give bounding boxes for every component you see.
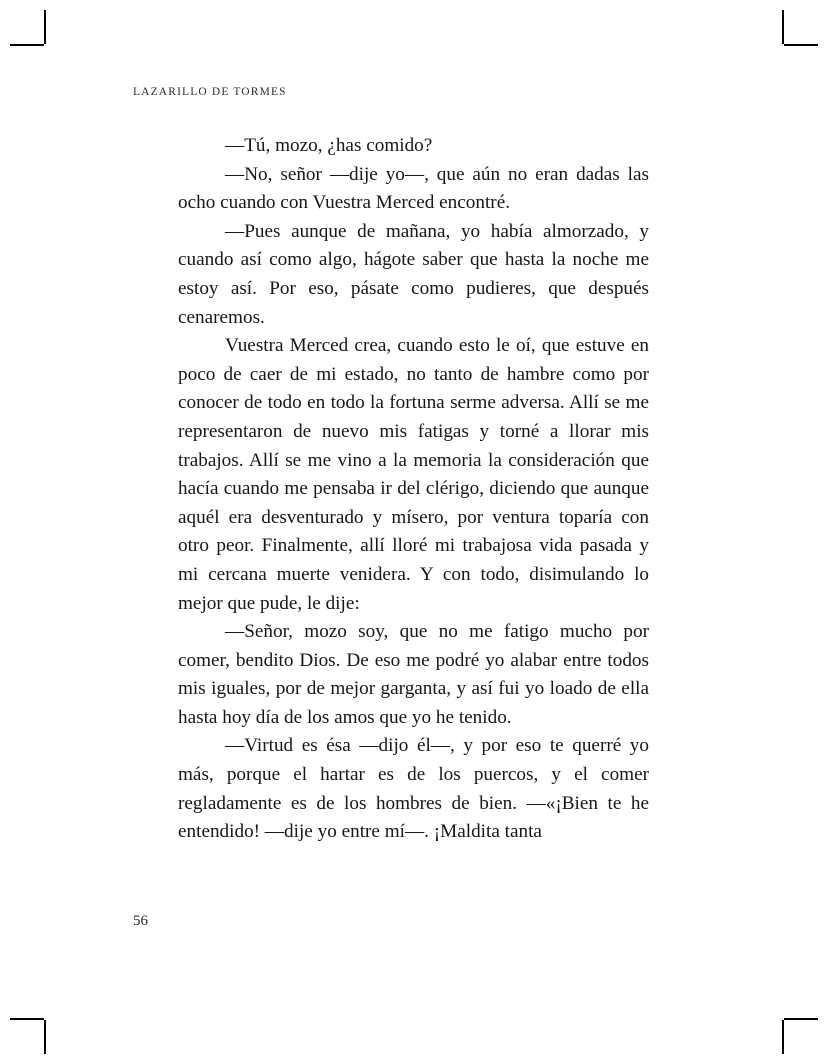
paragraph: —Tú, mozo, ¿has comido?: [225, 135, 433, 156]
paragraph: —No, señor —dije yo—, que aún no eran dadas las ocho cuando con Vuestra Merced encontré.: [178, 163, 649, 214]
crop-mark-bottom-right-vertical: [782, 1020, 784, 1054]
crop-mark-bottom-left-vertical: [44, 1020, 46, 1054]
crop-mark-bottom-right-horizontal: [784, 1018, 818, 1020]
crop-mark-top-right-vertical: [782, 10, 784, 44]
paragraph: —Pues aunque de mañana, yo había almorzado, y cuando así como algo, hágote saber que hasta la noche me estoy así. Por eso, pásate como pudieres, que después cenaremos.: [178, 220, 649, 328]
paragraph: —Señor, mozo soy, que no me fatigo mucho por comer, bendito Dios. De eso me podré yo alabar entre todos mis iguales, por de mejor garganta, y así fui yo loado de ella hasta hoy día de los amos que yo he tenido.: [178, 621, 649, 728]
crop-mark-top-left-horizontal: [10, 44, 44, 46]
crop-mark-top-left-vertical: [44, 10, 46, 44]
page-number: 56: [133, 913, 148, 929]
body-text: [178, 132, 649, 847]
crop-mark-bottom-left-horizontal: [10, 1018, 44, 1020]
paragraph: Vuestra Merced crea, cuando esto le oí, que estuve en poco de caer de mi estado, no tanto de hambre como por conocer de todo en todo la fortuna serme adversa. Allí se me representaron de nuevo mis fatigas y torné a llorar mis trabajos. Allí se me vino a la memoria la consideración que hacía cuando me pensaba ir del clérigo, diciendo que aunque aquél era desventurado y mísero, por ventura toparía con otro peor. Finalmente, allí lloré mi trabajosa vida pasada y mi cercana muerte venidera. Y con todo, disimulando lo mejor que pude, le dije:: [178, 335, 649, 614]
crop-mark-top-right-horizontal: [784, 44, 818, 46]
running-head: LAZARILLO DE TORMES: [133, 86, 287, 98]
page-content-area: [133, 0, 649, 1064]
paragraph: —Virtud es ésa —dijo él—, y por eso te querré yo más, porque el hartar es de los puercos, y el comer regladamente es de los hombres de bien. —«¡Bien te he entendido! —dije yo entre mí—. ¡Maldita tanta: [178, 735, 649, 843]
